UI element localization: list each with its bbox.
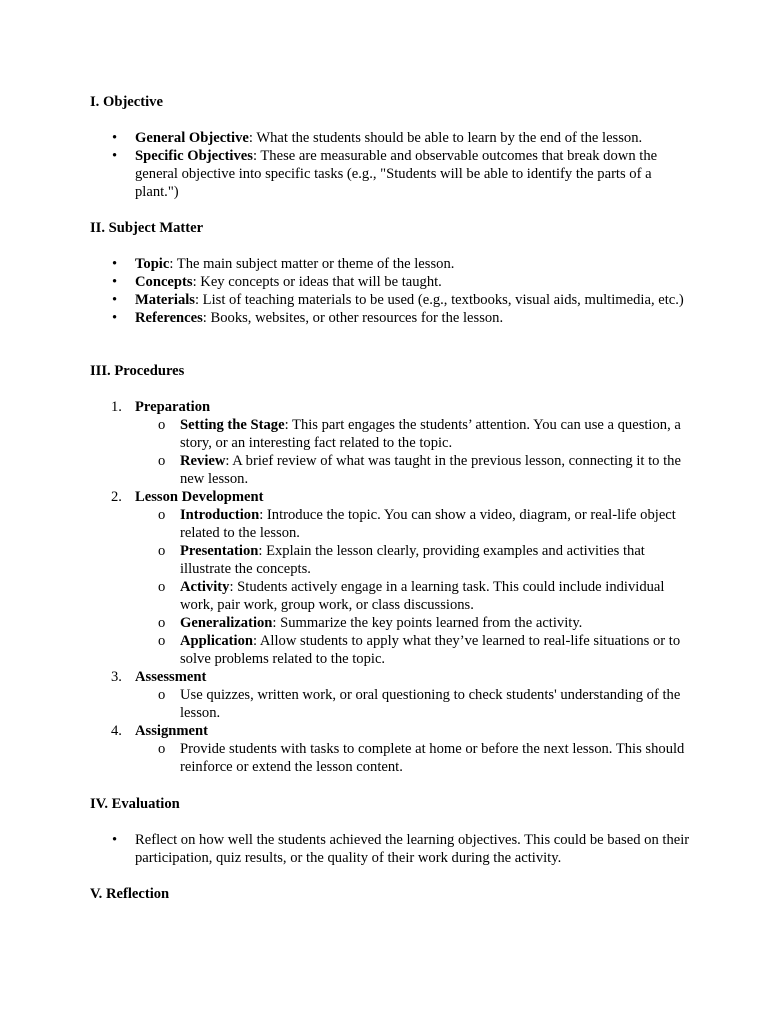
step-number: 1. [111,399,122,415]
sub-bullet-marker: o [158,615,166,631]
sub-list-item [135,506,690,542]
list-item [90,255,690,273]
step-sublist [135,506,690,668]
item-term: References [135,310,203,326]
subject-matter-list [90,255,690,327]
sub-bullet-marker: o [158,543,166,559]
procedures-list [90,398,690,776]
evaluation-list [90,831,690,867]
list-item [90,309,690,327]
bullet-marker: • [112,310,118,326]
list-item [90,273,690,291]
sub-list-item [135,686,690,722]
item-text: : A brief review of what was taught in the previous lesson, connecting it to the new lesson. [180,453,681,487]
item-text: : Summarize the key points learned from the activity. [272,615,583,631]
item-term: Specific Objectives [135,148,253,164]
sub-list-item [135,632,690,668]
item-text: Use quizzes, written work, or oral questioning to check students' understanding of the lesson. [180,687,681,721]
sub-bullet-marker: o [158,507,166,523]
item-term: Materials [135,292,195,308]
sub-list-item [135,416,690,452]
procedure-step [90,398,690,488]
item-term: Activity [180,579,230,595]
bullet-marker: • [112,256,118,272]
list-item [90,147,690,201]
objective-list [90,129,690,201]
item-text: : Explain the lesson clearly, providing examples and activities that illustrate the concepts. [180,543,645,577]
procedure-step [90,722,690,776]
step-sublist [135,740,690,776]
procedure-step [90,488,690,668]
item-term: Concepts [135,274,193,290]
item-term: General Objective [135,130,249,146]
sub-bullet-marker: o [158,453,166,469]
item-text: : This part engages the students’ attention. You can use a question, a story, or an interesting fact related to the topic. [180,417,681,451]
item-term: Generalization [180,615,273,631]
section-heading-subject-matter: II. Subject Matter [90,220,204,236]
section-heading-objective: I. Objective [90,94,163,110]
procedure-step [90,668,690,722]
item-text: : Students actively engage in a learning task. This could include individual work, pair work, group work, or class discussions. [180,579,665,613]
item-term: Application [180,633,253,649]
step-sublist [135,416,690,488]
step-number: 3. [111,669,122,685]
item-text: : Key concepts or ideas that will be taught. [192,274,442,290]
item-text: : Allow students to apply what they’ve learned to real-life situations or to solve problems related to the topic. [180,633,681,667]
list-item [90,291,690,309]
sub-bullet-marker: o [158,579,166,595]
list-item [90,831,690,867]
bullet-marker: • [112,148,118,164]
item-text: Reflect on how well the students achieved the learning objectives. This could be based on their participation, quiz results, or the quality of their work during the activity. [135,832,690,866]
step-number: 4. [111,723,122,739]
step-title: Assessment [135,669,207,685]
step-title: Assignment [135,723,208,739]
item-term: Topic [135,256,170,272]
sub-list-item [135,542,690,578]
step-number: 2. [111,489,122,505]
item-term: Introduction [180,507,260,523]
item-term: Presentation [180,543,259,559]
item-text: Provide students with tasks to complete at home or before the next lesson. This should reinforce or extend the lesson content. [180,741,685,775]
item-text: : Books, websites, or other resources for the lesson. [202,310,504,326]
item-text: : The main subject matter or theme of the lesson. [169,256,455,272]
sub-bullet-marker: o [158,633,166,649]
item-text: : These are measurable and observable outcomes that break down the general objective into specific tasks (e.g., "Students will be able to identify the parts of a plant.") [135,148,658,200]
item-text: : Introduce the topic. You can show a video, diagram, or real-life object related to the lesson. [180,507,676,541]
item-text: : List of teaching materials to be used (e.g., textbooks, visual aids, multimedia, etc.) [194,292,684,308]
section-heading-evaluation: IV. Evaluation [90,796,180,812]
item-term: Setting the Stage [180,417,285,433]
step-sublist [135,686,690,722]
bullet-marker: • [112,274,118,290]
bullet-marker: • [112,130,118,146]
sub-list-item [135,614,690,632]
item-term: Review [180,453,226,469]
sub-bullet-marker: o [158,687,166,703]
list-item [90,129,690,147]
bullet-marker: • [112,832,118,848]
sub-bullet-marker: o [158,417,166,433]
section-heading-procedures: III. Procedures [90,363,185,379]
item-text: : What the students should be able to learn by the end of the lesson. [248,130,643,146]
sub-list-item [135,740,690,776]
step-title: Preparation [135,399,211,415]
sub-list-item [135,578,690,614]
step-title: Lesson Development [135,489,264,505]
sub-list-item [135,452,690,488]
sub-bullet-marker: o [158,741,166,757]
bullet-marker: • [112,292,118,308]
section-heading-reflection: V. Reflection [90,886,170,902]
